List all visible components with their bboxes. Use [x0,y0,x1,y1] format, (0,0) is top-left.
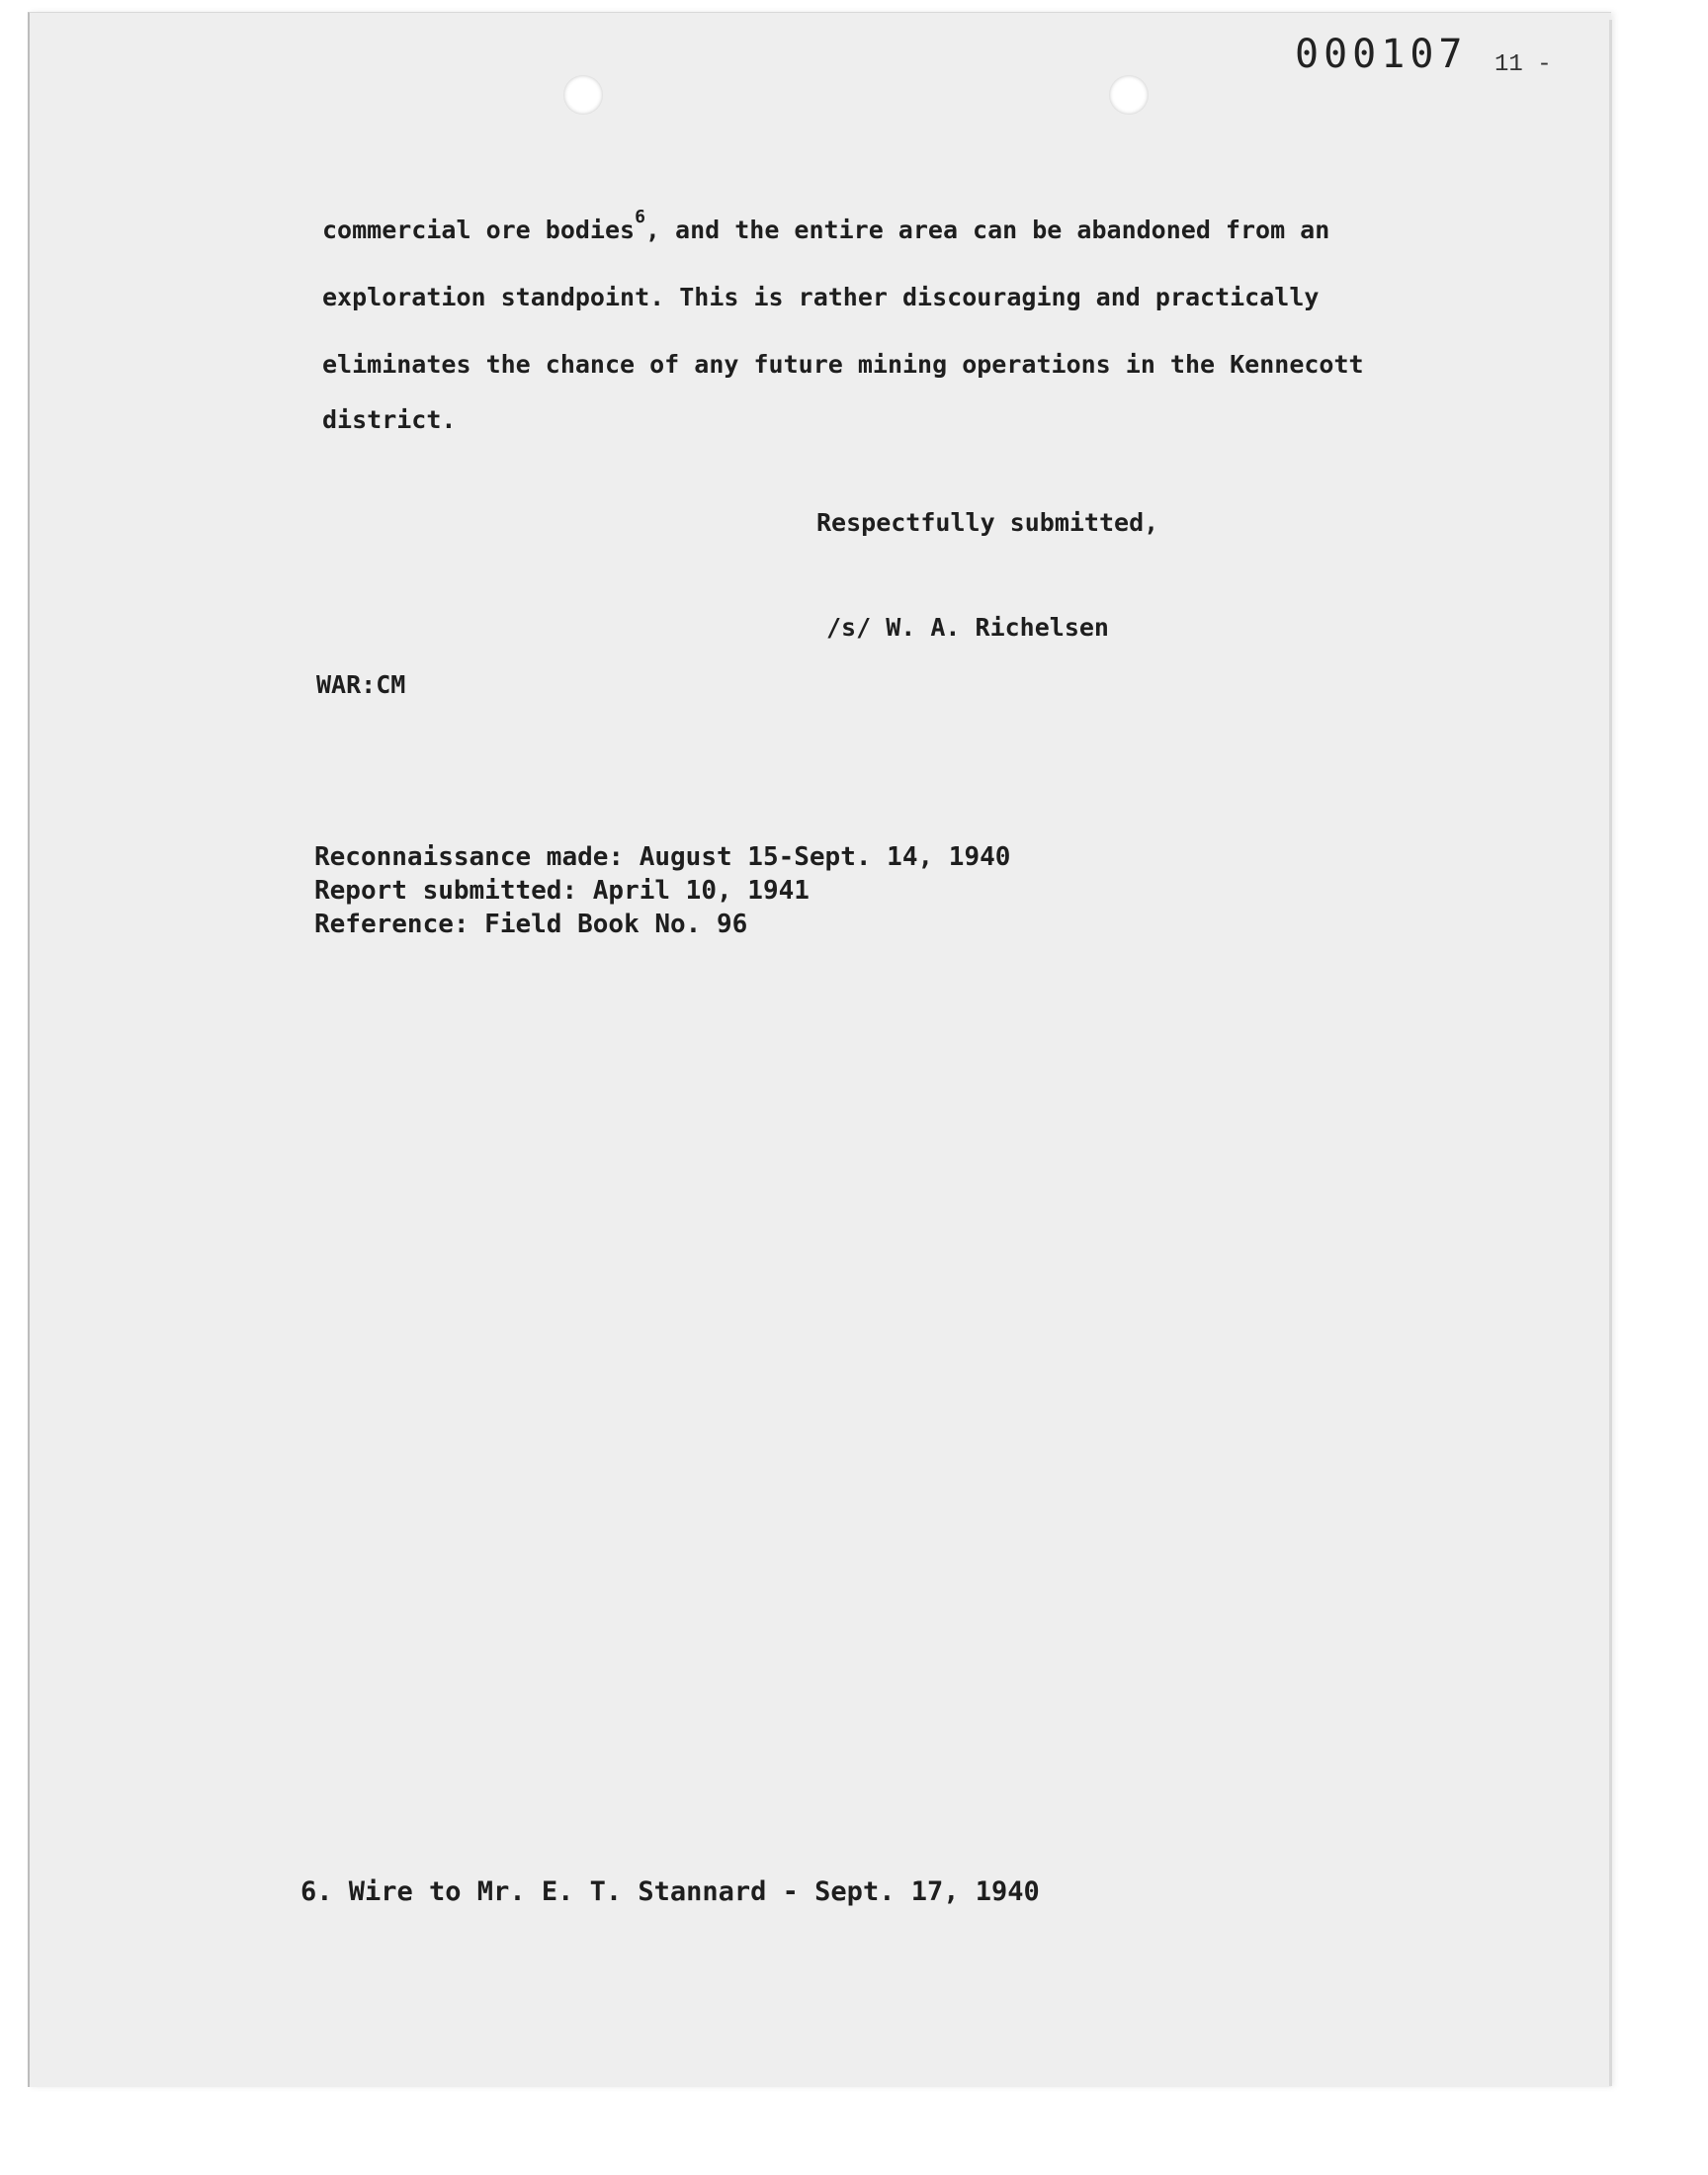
page-edge [1609,20,1612,2086]
document-stamp-number: 000107 [1295,32,1468,77]
footnote-reference: 6 [635,207,645,227]
punch-hole-right [1109,75,1149,115]
body-line-1 [322,207,1330,244]
page-number: 11 - [1494,51,1552,78]
signature: /s/ W. A. Richelsen [826,613,1109,642]
reference-line: Reference: Field Book No. 96 [314,910,748,939]
closing-salutation: Respectfully submitted, [816,508,1159,537]
body-line-4: district. [322,405,457,434]
body-line-3: eliminates the chance of any future mining operations in the Kennecott [322,350,1364,379]
report-submitted-line: Report submitted: April 10, 1941 [314,876,810,906]
body-text: commercial ore bodies [322,216,636,244]
punch-hole-left [563,75,603,115]
body-text: , and the entire area can be abandoned from an [644,216,1330,244]
footnote: 6. Wire to Mr. E. T. Stannard - Sept. 17, 1940 [300,1876,1040,1907]
body-line-2: exploration standpoint. This is rather discouraging and practically [322,283,1320,311]
reconnaissance-line: Reconnaissance made: August 15-Sept. 14, 1940 [314,842,1011,872]
document-page [28,12,1611,2087]
typist-initials: WAR:CM [316,670,406,699]
